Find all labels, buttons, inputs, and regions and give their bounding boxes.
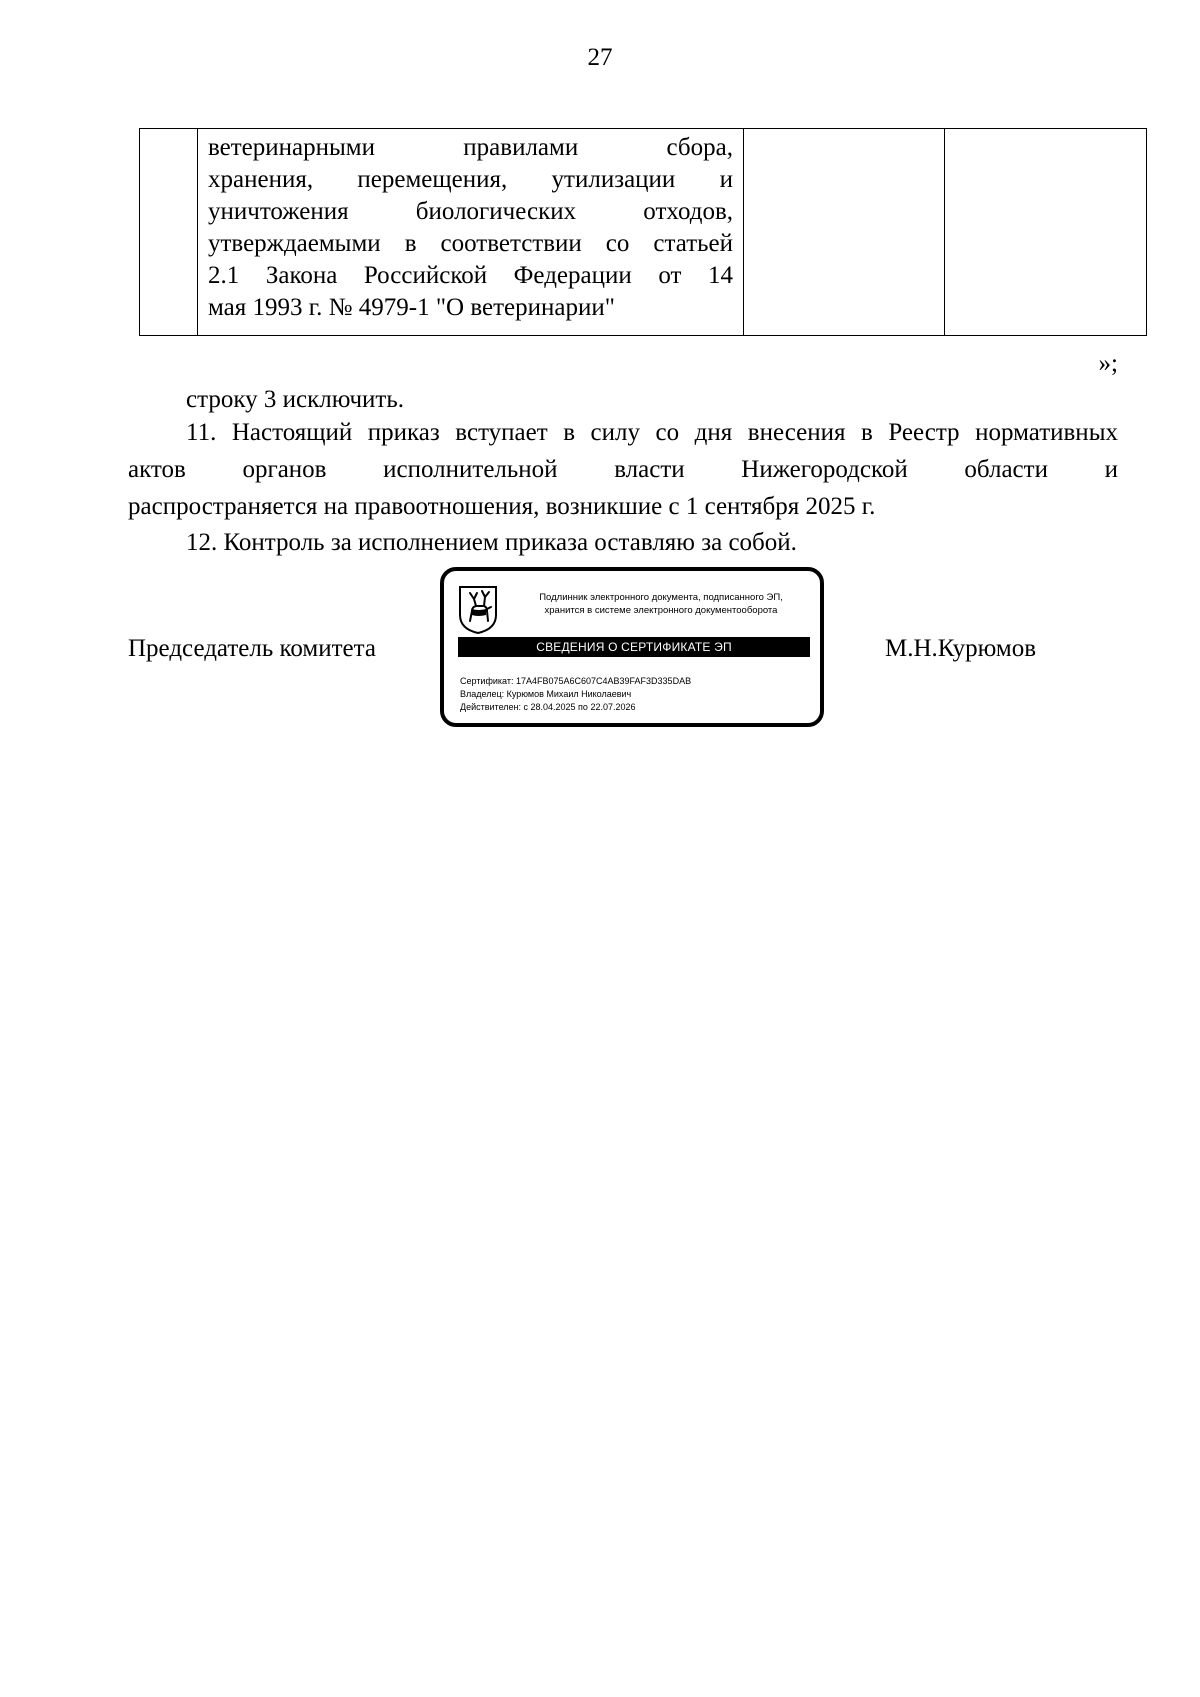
table-cell-number [140, 129, 198, 336]
stamp-validity: Действителен: с 28.04.2025 по 22.07.2026 [460, 702, 636, 712]
stamp-certificate-id: Сертификат: 17A4FB075A6C607C4AB39FAF3D335DAB [460, 676, 692, 686]
paragraph-line: распространяется на правоотношения, возникшие с 1 сентября 2025 г. [128, 493, 876, 520]
table-cell-empty [945, 129, 1147, 336]
paragraph-line: 11. Настоящий приказ вступает в силу со дня внесения в Реестр нормативных [186, 419, 1118, 446]
coat-of-arms-icon [458, 585, 498, 635]
paragraph-12: 12. Контроль за исполнением приказа оставляю за собой. [186, 529, 797, 556]
continuation-table [139, 128, 1147, 336]
table-row [140, 129, 1147, 336]
cell-line: хранения, перемещения, утилизации и [208, 166, 733, 193]
paragraph-11 [128, 414, 1118, 525]
page-number: 27 [587, 44, 613, 71]
stamp-header [506, 591, 816, 617]
stamp-certificate-bar: СВЕДЕНИЯ О СЕРТИФИКАТЕ ЭП [458, 637, 810, 657]
table-cell-empty [744, 129, 945, 336]
stamp-certificate-info [460, 675, 691, 714]
cell-line: ветеринарными правилами сбора, [208, 134, 733, 161]
signer-name: М.Н.Курюмов [885, 635, 1037, 662]
cell-line: мая 1993 г. № 4979-1 "О ветеринарии" [208, 294, 615, 321]
signer-position: Председатель комитета [128, 635, 376, 662]
cell-line: уничтожения биологических отходов, [208, 198, 733, 225]
stamp-header-line: хранится в системе электронного документооборота [544, 605, 778, 616]
paragraph-line: актов органов исполнительной власти Нижегородской области и [128, 456, 1118, 483]
stamp-header-line: Подлинник электронного документа, подписанного ЭП, [539, 592, 783, 603]
stamp-owner: Владелец: Курюмов Михаил Николаевич [460, 689, 632, 699]
cell-line: утверждаемыми в соответствии со статьей [208, 230, 733, 257]
electronic-signature-stamp [440, 567, 824, 727]
paragraph-strike-row: строку 3 исключить. [186, 386, 404, 413]
cell-line: 2.1 Закона Российской Федерации от 14 [208, 262, 733, 289]
table-cell-text [198, 129, 744, 336]
closing-quote-mark: »; [1098, 350, 1118, 377]
